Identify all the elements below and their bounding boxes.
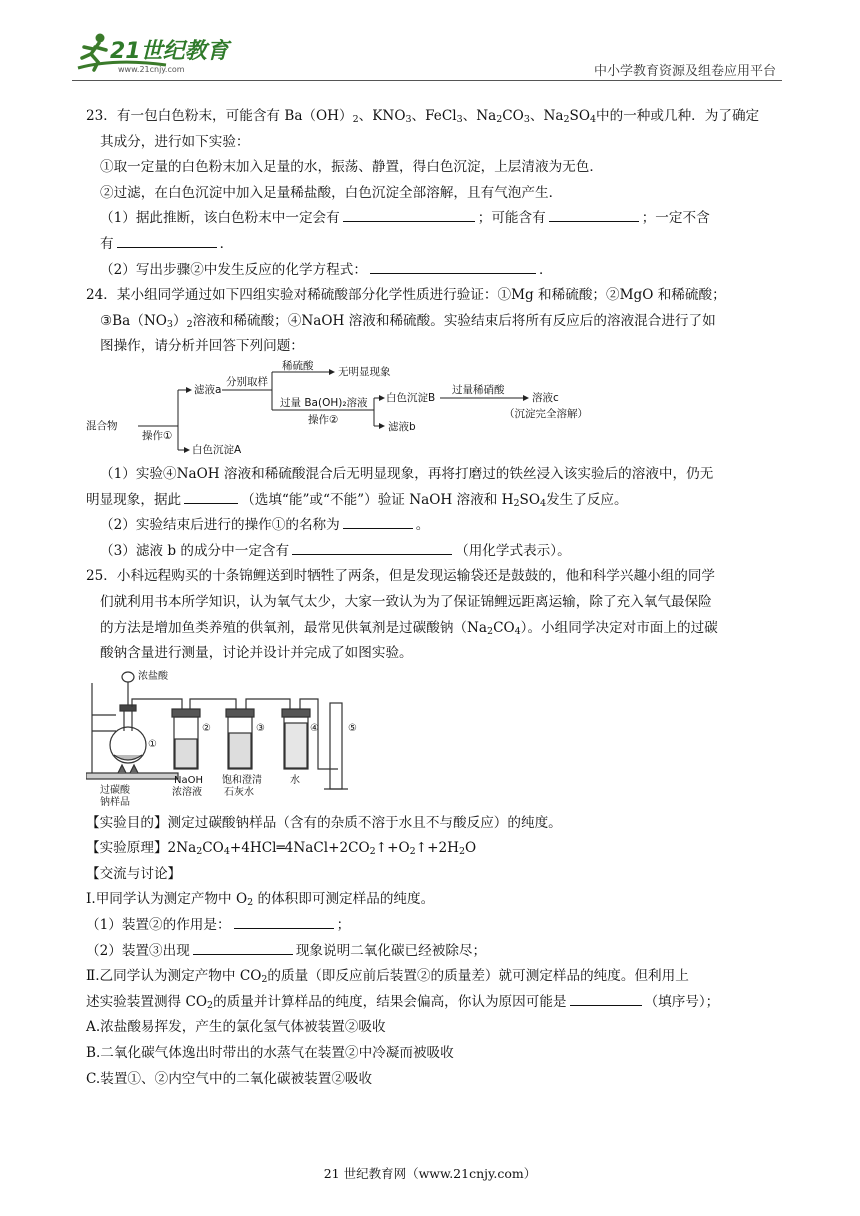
answer-blank[interactable] bbox=[343, 207, 475, 222]
q23-step2: ②过滤，在白色沉淀中加入足量稀盐酸，白色沉淀全部溶解，且有气泡产生． bbox=[100, 184, 563, 201]
logo-text: 21世纪教育 bbox=[110, 39, 229, 64]
q25-ii: Ⅱ.乙同学认为测定产物中 $CO_2$的质量（即反应前后装置②的质量差）就可测定样品的纯度。但利用上 bbox=[86, 968, 689, 986]
flow-solution-c: 溶液c bbox=[532, 391, 559, 404]
q25-i2: （2）装置③出现 现象说明二氧化碳已经被除尽； bbox=[86, 939, 786, 965]
flow-op1: 操作① bbox=[142, 429, 173, 442]
label-lime-1: 饱和澄清 bbox=[222, 774, 262, 786]
q23-line1: 23．有一包白色粉末，可能含有 $Ba(OH)_2$、$KNO_3$、FeCl$_3$、$Na_2CO_3$、$Na_2SO_4$中的一种或几种．为了确定 bbox=[86, 108, 760, 125]
flow-no-change: 无明显现象 bbox=[338, 365, 391, 378]
answer-blank[interactable] bbox=[193, 940, 293, 955]
flow-precip-a: 白色沉淀A bbox=[192, 443, 242, 456]
q23-line2: 其成分，进行如下实验： bbox=[100, 133, 250, 150]
logo-url: www.21cnjy.com bbox=[118, 65, 185, 74]
q23-sub1-cont: 有 ． bbox=[86, 232, 786, 258]
apparatus-diagram bbox=[86, 669, 786, 811]
q24-s1-line1: （1）实验④NaOH 溶液和稀硫酸混合后无明显现象，再将打磨过的铁丝浸入该实验后的溶液中，仍无 bbox=[100, 465, 714, 482]
answer-blank[interactable] bbox=[549, 207, 639, 222]
label-lime-2: 石灰水 bbox=[224, 786, 254, 798]
q23-sub2: （2）写出步骤②中发生反应的化学方程式： ． bbox=[86, 258, 786, 284]
label-c2: ② bbox=[202, 722, 211, 734]
runner-icon bbox=[74, 28, 264, 76]
label-naoh-1: NaOH bbox=[174, 774, 203, 786]
q23-step1: ①取一定量的白色粉末加入足量的水，振荡、静置，得白色沉淀，上层清液为无色． bbox=[100, 159, 603, 176]
label-water: 水 bbox=[290, 774, 300, 786]
q25-principle: 【实验原理】$2Na_2CO_4+4HCl═4NaCl+2CO_2↑+O_2↑+2H_2O$ bbox=[86, 840, 477, 858]
q24-line2: $③Ba(NO_3)_2$溶液和稀硫酸；④NaOH 溶液和稀硫酸。实验结束后将所有反应后的溶液混合进行了如 bbox=[100, 312, 716, 330]
flow-arrows bbox=[86, 364, 686, 460]
label-c1: ① bbox=[148, 738, 157, 750]
flow-mixture: 混合物 bbox=[86, 419, 118, 432]
answer-blank[interactable] bbox=[370, 259, 536, 274]
label-c5: ⑤ bbox=[348, 722, 357, 734]
label-naoh-2: 浓溶液 bbox=[172, 786, 202, 798]
q25-option-b: B.二氧化碳气体逸出时带出的水蒸气在装置②中冷凝而被吸收 bbox=[86, 1045, 454, 1062]
platform-name: 中小学教育资源及组卷应用平台 bbox=[593, 64, 776, 79]
label-sample-1: 过碳酸 bbox=[100, 784, 130, 796]
label-c3: ③ bbox=[256, 722, 265, 734]
flow-excess-hno3: 过量稀硝酸 bbox=[452, 383, 505, 396]
flow-precip-b: 白色沉淀B bbox=[386, 391, 436, 404]
header-divider bbox=[72, 80, 782, 81]
flow-excess-baoh: 过量 Ba(OH)₂溶液 bbox=[280, 396, 368, 409]
q25-ii2: 述实验装置测得 $CO_2$的质量并计算样品的纯度，结果会偏高，你认为原因可能是 （填序号）； bbox=[86, 990, 786, 1016]
q25-line1: 25．小科远程购买的十条锦鲤送到时牺牲了两条，但是发现运输袋还是鼓鼓的，他和科学兴趣小组的同学 bbox=[86, 568, 716, 585]
document-body bbox=[86, 104, 786, 1092]
q24-s3: （3）滤液 b 的成分中一定含有 （用化学式表示）。 bbox=[86, 539, 786, 565]
flow-dilute-h2so4: 稀硫酸 bbox=[282, 359, 314, 372]
answer-blank[interactable] bbox=[234, 914, 334, 929]
q25-i: Ⅰ.甲同学认为测定产物中 $O_2$ 的体积即可测定样品的纯度。 bbox=[86, 891, 435, 909]
q25-i1: （1）装置②的作用是： ； bbox=[86, 913, 786, 939]
q25-discuss: 【交流与讨论】 bbox=[86, 865, 182, 882]
flow-diagram bbox=[86, 359, 786, 460]
label-hcl: 浓盐酸 bbox=[138, 670, 168, 682]
answer-blank[interactable] bbox=[570, 991, 642, 1006]
answer-blank[interactable] bbox=[343, 514, 413, 529]
flow-filtrate-b: 滤液b bbox=[388, 420, 416, 433]
flow-dissolve-note: （沉淀完全溶解） bbox=[504, 407, 588, 420]
q25-line4: 酸钠含量进行测量，讨论并设计并完成了如图实验。 bbox=[100, 645, 413, 662]
q24-s2: （2）实验结束后进行的操作①的名称为 。 bbox=[86, 513, 786, 539]
answer-blank[interactable] bbox=[117, 233, 217, 248]
q25-option-a: A.浓盐酸易挥发，产生的氯化氢气体被装置②吸收 bbox=[86, 1019, 386, 1036]
page-footer: 21 世纪教育网（www.21cnjy.com） bbox=[323, 1166, 537, 1181]
flow-filtrate-a: 滤液a bbox=[194, 383, 222, 396]
flow-op2: 操作② bbox=[308, 413, 339, 426]
q24-s1-line2: 明显现象，据此 （选填“能”或“不能”）验证 NaOH 溶液和 $H_2SO_4$发生了反应。 bbox=[86, 488, 786, 514]
answer-blank[interactable] bbox=[184, 489, 238, 504]
q24-line1: 24．某小组同学通过如下四组实验对稀硫酸部分化学性质进行验证：①Mg 和稀硫酸；②MgO 和稀硫酸； bbox=[86, 287, 726, 304]
q24-line3: 图操作，请分析并回答下列问题： bbox=[100, 338, 304, 355]
q25-line2: 们就利用书本所学知识，认为氧气太少，大家一致认为为了保证锦鲤远距离运输，除了充入氧气最保险 bbox=[100, 593, 712, 610]
site-logo bbox=[74, 28, 264, 76]
q25-purpose: 【实验目的】测定过碳酸钠样品（含有的杂质不溶于水且不与酸反应）的纯度。 bbox=[86, 814, 562, 831]
label-c4: ④ bbox=[310, 722, 319, 734]
q25-option-c: C.装置①、②内空气中的二氧化碳被装置②吸收 bbox=[86, 1070, 373, 1087]
answer-blank[interactable] bbox=[292, 540, 452, 555]
label-sample-2: 钠样品 bbox=[100, 796, 130, 808]
flow-sample: 分别取样 bbox=[226, 375, 268, 388]
q23-sub1: （1）据此推断，该白色粉末中一定会有 ；可能含有 ；一定不含 bbox=[86, 206, 786, 232]
q25-line3: 的方法是增加鱼类养殖的供氧剂，最常见供氧剂是过碳酸钠$(Na_2CO_4)$。小组同学决定对市面上的过碳 bbox=[100, 619, 718, 637]
